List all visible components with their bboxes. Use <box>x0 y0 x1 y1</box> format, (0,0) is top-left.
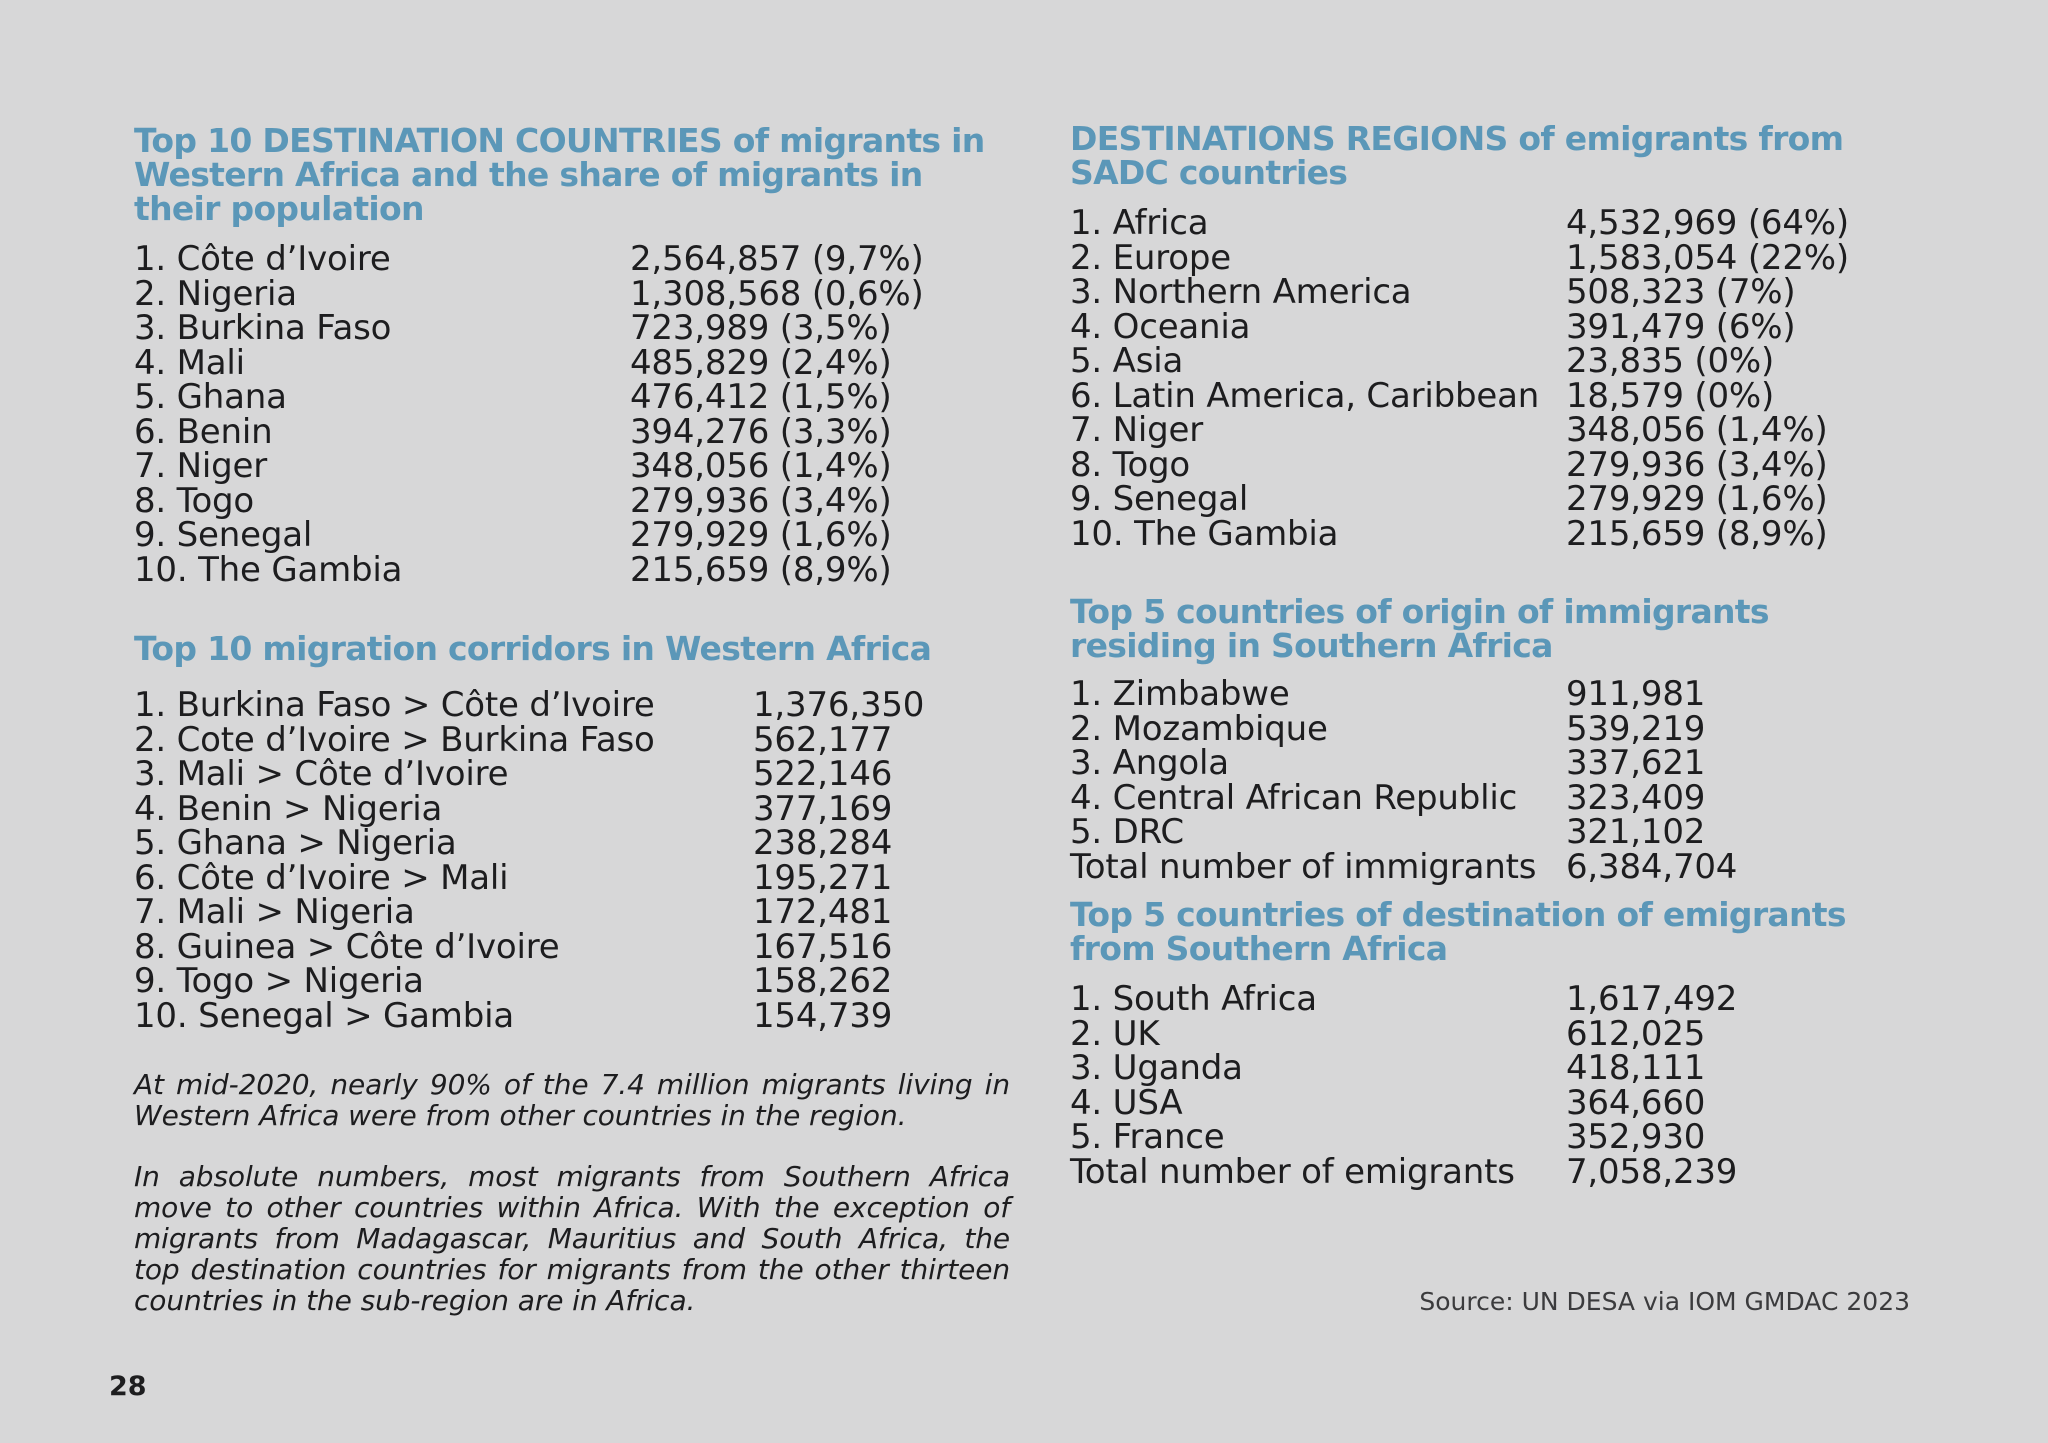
migration-corridors-table <box>134 685 925 1036</box>
row-value: 391,479 (6%) <box>1566 306 1796 347</box>
row-label: 2. Mozambique <box>1070 708 1328 749</box>
source-note: Source: UN DESA via IOM GMDAC 2023 <box>1419 1287 1910 1316</box>
row-value: 7,058,239 <box>1566 1151 1738 1192</box>
row-value: 172,481 <box>753 892 893 932</box>
right-column <box>1070 119 1920 1192</box>
table-row <box>134 311 924 346</box>
row-label: 9. Senegal <box>134 515 313 555</box>
row-value: 911,981 <box>1566 674 1706 714</box>
table-row <box>1070 1155 1737 1190</box>
table-row <box>1070 1086 1737 1121</box>
row-value: 485,829 (2,4%) <box>630 342 892 383</box>
page-number: 28 <box>109 1371 147 1402</box>
row-value: 364,660 <box>1566 1082 1706 1123</box>
row-value: 348,056 (1,4%) <box>630 446 892 486</box>
row-value: 279,936 (3,4%) <box>1566 444 1828 485</box>
row-label: 6. Côte d’Ivoire > Mali <box>134 857 509 898</box>
row-label: 10. The Gambia <box>1070 513 1339 554</box>
origin-countries-heading: Top 5 countries of origin of immigrants residing in Southern Africa <box>1070 592 1769 665</box>
table-row <box>134 484 924 519</box>
row-value: 394,276 (3,3%) <box>630 411 892 452</box>
row-value: 323,409 <box>1566 777 1706 818</box>
row-label: 5. Asia <box>1070 341 1184 381</box>
row-label: 1. South Africa <box>1070 979 1317 1019</box>
table-row <box>134 826 924 861</box>
row-label: 5. Ghana <box>134 377 287 417</box>
row-label: 4. Central African Republic <box>1070 777 1518 818</box>
table-row <box>134 999 924 1034</box>
table-row <box>1070 241 1849 276</box>
destination-regions-heading: DESTINATIONS REGIONS of emigrants from SADC countries <box>1070 119 1844 192</box>
row-label: 8. Guinea > Côte d’Ivoire <box>134 926 560 967</box>
note-western-africa: At mid-2020, nearly 90% of the 7.4 million migrants living in Western Africa were from other countries in the region. <box>134 1068 1010 1132</box>
row-label: 9. Senegal <box>1070 479 1249 519</box>
table-row <box>134 380 924 415</box>
row-label: 1. Zimbabwe <box>1070 674 1290 714</box>
row-label: 6. Benin <box>134 411 273 452</box>
row-value: 279,929 (1,6%) <box>1566 479 1828 519</box>
left-column <box>134 121 1010 1317</box>
row-label: 1. Burkina Faso > Côte d’Ivoire <box>134 685 655 725</box>
row-value: 23,835 (0%) <box>1566 341 1775 381</box>
table-row <box>1070 448 1849 483</box>
row-label: 7. Mali > Nigeria <box>134 892 415 932</box>
row-value: 6,384,704 <box>1566 846 1738 887</box>
table-row <box>134 553 924 588</box>
row-value: 418,111 <box>1566 1048 1706 1088</box>
row-value: 508,323 (7%) <box>1566 272 1796 312</box>
table-row <box>1070 781 1737 816</box>
table-row <box>134 792 924 827</box>
table-row <box>134 757 924 792</box>
row-value: 723,989 (3,5%) <box>630 308 892 348</box>
note-southern-africa: In absolute numbers, most migrants from Southern Africa move to other countries within Africa. With the exception of migrants from Madagascar, Mauritius and South Africa, the top destination countries for migrants from the other thirteen countries in the sub-region are in Africa. <box>134 1160 1010 1317</box>
row-label: 10. The Gambia <box>134 549 403 590</box>
row-label: 3. Northern America <box>1070 272 1412 312</box>
table-row <box>1070 1017 1737 1052</box>
table-row <box>134 964 924 999</box>
row-label: 2. Cote d’Ivoire > Burkina Faso <box>134 719 655 760</box>
destination-southern-africa-heading: Top 5 countries of destination of emigrants from Southern Africa <box>1070 895 1846 968</box>
row-label: 4. Benin > Nigeria <box>134 788 443 829</box>
row-value: 2,564,857 (9,7%) <box>630 239 924 279</box>
row-value: 195,271 <box>753 857 893 898</box>
row-label: 8. Togo <box>134 480 255 521</box>
row-label: 7. Niger <box>134 446 268 486</box>
row-label: 4. Mali <box>134 342 245 383</box>
row-value: 215,659 (8,9%) <box>630 549 892 590</box>
row-label: 2. UK <box>1070 1013 1160 1054</box>
table-row <box>1070 413 1849 448</box>
table-row <box>134 346 924 381</box>
table-row <box>134 449 924 484</box>
table-row <box>1070 982 1737 1017</box>
row-label: 5. DRC <box>1070 812 1184 852</box>
row-label: 1. Africa <box>1070 203 1209 243</box>
row-value: 215,659 (8,9%) <box>1566 513 1828 554</box>
origin-countries-table <box>1070 674 1738 887</box>
table-row <box>1070 850 1737 885</box>
row-label: 4. Oceania <box>1070 306 1251 347</box>
row-value: 154,739 <box>753 995 893 1036</box>
table-row <box>134 723 924 758</box>
row-label: 3. Uganda <box>1070 1048 1243 1088</box>
table-row <box>1070 379 1849 414</box>
destination-regions-table <box>1070 203 1849 554</box>
table-row <box>134 277 924 312</box>
row-value: 1,583,054 (22%) <box>1566 237 1849 278</box>
row-value: 158,262 <box>753 961 893 1001</box>
row-label: 7. Niger <box>1070 410 1204 450</box>
row-label: 9. Togo > Nigeria <box>134 961 424 1001</box>
row-label: 6. Latin America, Caribbean <box>1070 375 1540 416</box>
row-value: 1,308,568 (0,6%) <box>630 273 924 314</box>
row-value: 352,930 <box>1566 1117 1706 1157</box>
table-row <box>1070 517 1849 552</box>
table-row <box>134 861 924 896</box>
row-label: 3. Mali > Côte d’Ivoire <box>134 754 509 794</box>
row-label: 4. USA <box>1070 1082 1183 1123</box>
row-value: 279,929 (1,6%) <box>630 515 892 555</box>
table-row <box>134 895 924 930</box>
row-value: 562,177 <box>753 719 893 760</box>
row-label: 5. Ghana > Nigeria <box>134 823 457 863</box>
row-label: 5. France <box>1070 1117 1225 1157</box>
row-value: 321,102 <box>1566 812 1706 852</box>
destination-countries-table <box>134 239 924 590</box>
row-label: 3. Angola <box>1070 743 1229 783</box>
table-row <box>1070 1120 1737 1155</box>
row-label: Total number of immigrants <box>1070 846 1537 887</box>
row-value: 539,219 <box>1566 708 1706 749</box>
row-label: 3. Burkina Faso <box>134 308 392 348</box>
destination-southern-africa-table <box>1070 979 1738 1192</box>
row-label: Total number of emigrants <box>1070 1151 1515 1192</box>
table-row <box>134 242 924 277</box>
row-label: 2. Europe <box>1070 237 1232 278</box>
row-label: 8. Togo <box>1070 444 1191 485</box>
table-row <box>134 688 924 723</box>
table-row <box>134 518 924 553</box>
migration-corridors-heading: Top 10 migration corridors in Western Africa <box>134 629 932 668</box>
row-value: 337,621 <box>1566 743 1706 783</box>
row-value: 522,146 <box>753 754 893 794</box>
row-value: 476,412 (1,5%) <box>630 377 892 417</box>
row-value: 279,936 (3,4%) <box>630 480 892 521</box>
table-row <box>1070 344 1849 379</box>
table-row <box>1070 1051 1737 1086</box>
table-row <box>1070 746 1737 781</box>
row-label: 10. Senegal > Gambia <box>134 995 514 1036</box>
table-row <box>1070 815 1737 850</box>
table-row <box>1070 677 1737 712</box>
row-value: 18,579 (0%) <box>1566 375 1775 416</box>
row-value: 1,376,350 <box>753 685 925 725</box>
row-value: 238,284 <box>753 823 893 863</box>
table-row <box>1070 482 1849 517</box>
row-value: 348,056 (1,4%) <box>1566 410 1828 450</box>
table-row <box>1070 310 1849 345</box>
destination-countries-heading: Top 10 DESTINATION COUNTRIES of migrants in Western Africa and the share of migrants in their population <box>134 121 985 228</box>
row-value: 377,169 <box>753 788 893 829</box>
row-label: 2. Nigeria <box>134 273 297 314</box>
table-row <box>134 415 924 450</box>
table-row <box>1070 206 1849 241</box>
row-value: 612,025 <box>1566 1013 1706 1054</box>
row-value: 1,617,492 <box>1566 979 1738 1019</box>
row-value: 4,532,969 (64%) <box>1566 203 1849 243</box>
table-row <box>1070 712 1737 747</box>
table-row <box>1070 275 1849 310</box>
row-value: 167,516 <box>753 926 893 967</box>
row-label: 1. Côte d’Ivoire <box>134 239 391 279</box>
table-row <box>134 930 924 965</box>
